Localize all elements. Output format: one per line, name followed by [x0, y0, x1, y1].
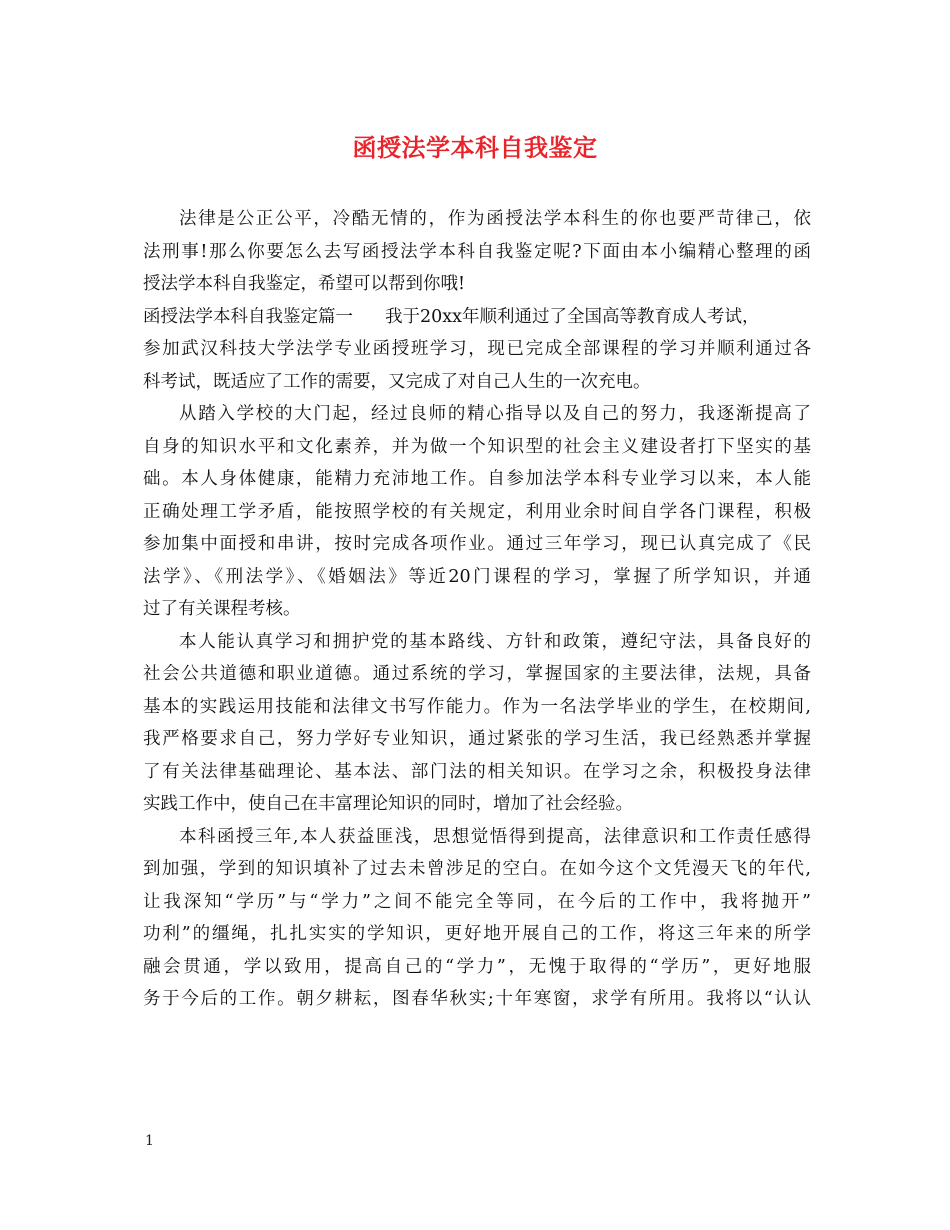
text-line: 法律是公正公平，冷酷无情的，作为函授法学本科生的你也要严苛律己，依 [179, 209, 811, 229]
text-line: 过了有关课程考核。 [143, 599, 301, 619]
text-line: 参加武汉科技大学法学专业函授班学习，现已完成全部课程的学习并顺利通过各 [143, 339, 811, 359]
text-line: 了有关法律基础理论、基本法、部门法的相关知识。在学习之余，积极投身法律 [143, 761, 811, 782]
section-heading: 函授法学本科自我鉴定篇一 [143, 306, 353, 327]
text-line: 基本的实践运用技能和法律文书写作能力。作为一名法学毕业的学生，在校期间, [143, 696, 811, 717]
text-line: 实践工作中，使自己在丰富理论知识的同时，增加了社会经验。 [143, 794, 633, 814]
text-line: 础。本人身体健康，能精力充沛地工作。自参加法学本科专业学习以来，本人能 [143, 469, 811, 489]
text-line: 务于今后的工作。朝夕耕耘，图春华秋实;十年寒窗，求学有所用。我将以“认认 [143, 989, 811, 1009]
text-line: 本人能认真学习和拥护党的基本路线、方针和政策，遵纪守法，具备良好的 [179, 631, 811, 652]
text-line: 功利”的缰绳，扎扎实实的学知识，更好地开展自己的工作，将这三年来的所学 [143, 924, 811, 944]
text-line: 法刑事!那么你要怎么去写函授法学本科自我鉴定呢?下面由本小编精心整理的函 [143, 241, 811, 262]
text-line: 正确处理工学矛盾，能按照学校的有关规定，利用业余时间自学各门课程，积极 [143, 501, 811, 522]
text-line: 授法学本科自我鉴定，希望可以帮到你哦! [143, 274, 466, 294]
text-line: 社会公共道德和职业道德。通过系统的学习，掌握国家的主要法律，法规，具备 [143, 664, 811, 684]
document-body [143, 203, 811, 1016]
text-line: 我严格要求自己，努力学好专业知识，通过紧张的学习生活，我已经熟悉并掌握 [143, 729, 811, 749]
text-line: 融会贯通，学以致用，提高自己的“学力”，无愧于取得的“学历”，更好地服 [143, 956, 811, 977]
page-number: 1 [145, 1133, 154, 1149]
text-line: 到加强，学到的知识填补了过去未曾涉足的空白。在如今这个文凭漫天飞的年代, [143, 859, 811, 879]
document-title: 函授法学本科自我鉴定 [352, 133, 598, 162]
text-line: 本科函授三年,本人获益匪浅，思想觉悟得到提高，法律意识和工作责任感得 [179, 826, 811, 847]
text-line: 从踏入学校的大门起，经过良师的精心指导以及自己的努力，我逐渐提高了 [179, 404, 811, 424]
text-line: 法学》、《刑法学》、《婚姻法》等近20门课程的学习，掌握了所学知识，并通 [143, 566, 811, 587]
text-line: 参加集中面授和串讲，按时完成各项作业。通过三年学习，现已认真完成了《民 [143, 534, 811, 554]
text-line-heading [143, 301, 811, 334]
text-line: 让我深知“学历”与“学力”之间不能完全等同，在今后的工作中，我将抛开” [143, 891, 811, 912]
section-first-sentence: 我于20xx年顺利通过了全国高等教育成人考试， [385, 306, 760, 327]
text-line: 科考试，既适应了工作的需要，又完成了对自己人生的一次充电。 [143, 371, 651, 392]
text-line: 自身的知识水平和文化素养，并为做一个知识型的社会主义建设者打下坚实的基 [143, 436, 811, 457]
